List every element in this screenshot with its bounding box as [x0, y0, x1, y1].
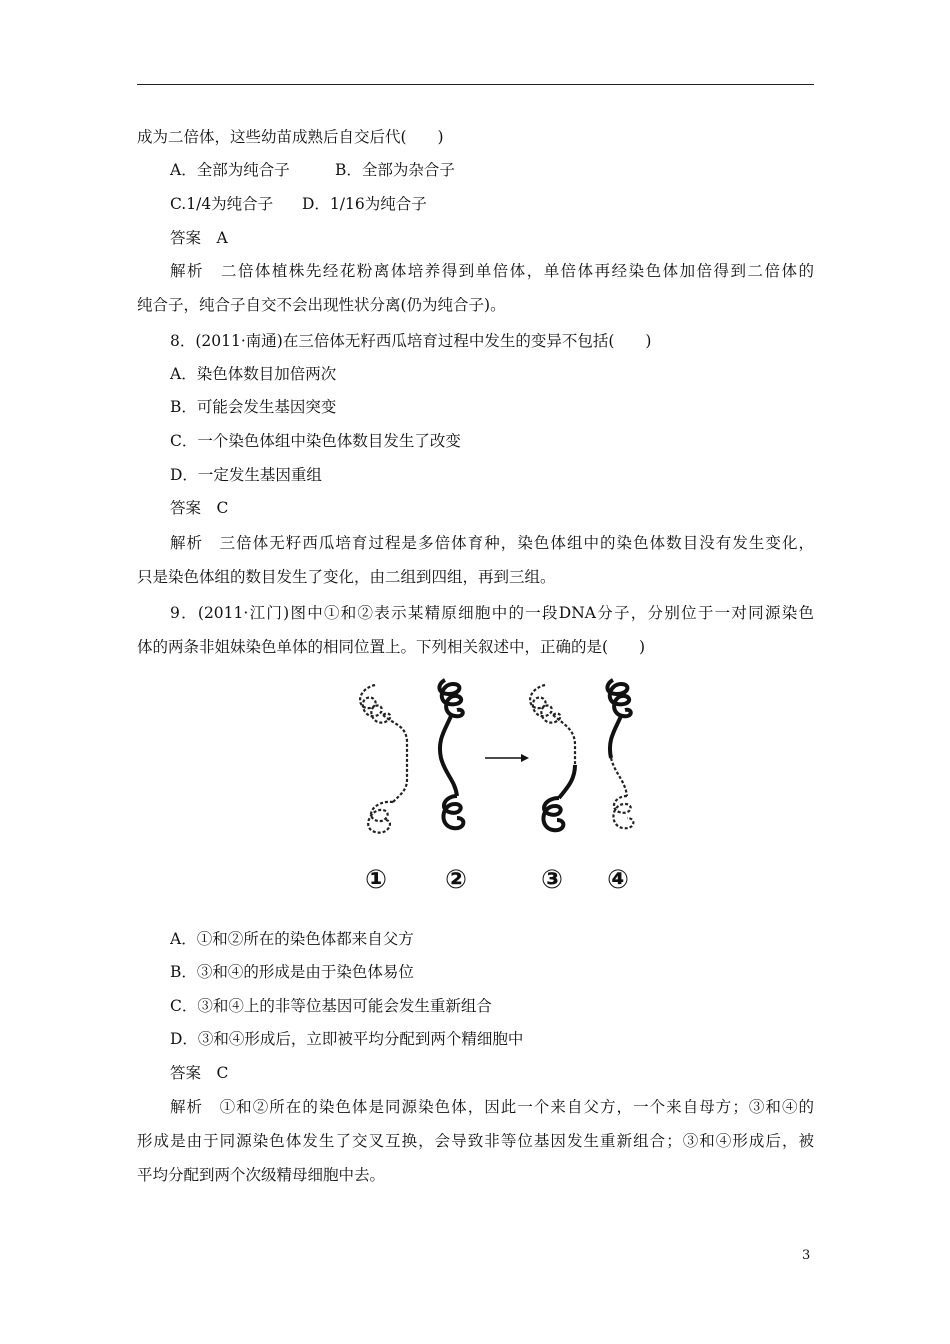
q8-option-c: C．一个染色体组中染色体数目发生了改变	[170, 432, 461, 450]
q9-stem-line2: 体的两条非姐妹染色单体的相同位置上。下列相关叙述中，正确的是( )	[137, 638, 646, 656]
q7-option-b: B．全部为杂合子	[335, 161, 455, 179]
page-number: 3	[802, 1248, 811, 1263]
q9-analysis-line2: 形成是由于同源染色体发生了交叉互换，会导致非等位基因发生重新组合；③和④形成后，被	[137, 1132, 814, 1150]
figure-label-1: ①	[365, 865, 388, 895]
q9-analysis-line3: 平均分配到两个次级精母细胞中去。	[137, 1166, 386, 1184]
q7-stem-tail: 成为二倍体，这些幼苗成熟后自交后代( )	[137, 128, 444, 146]
q7-analysis-line1: 解析 二倍体植株先经花粉离体培养得到单倍体，单倍体再经染色体加倍得到二倍体的	[170, 262, 814, 280]
q9-option-b: B．③和④的形成是由于染色体易位	[170, 963, 414, 981]
q9-option-d: D．③和④形成后，立即被平均分配到两个精细胞中	[170, 1030, 524, 1048]
q7-option-c: C.1/4为纯合子	[170, 195, 274, 213]
figure-label-3: ③	[541, 865, 564, 895]
q8-answer: 答案 C	[170, 499, 229, 517]
strand-2	[439, 680, 463, 828]
q7-answer: 答案 A	[170, 229, 228, 247]
q8-option-d: D．一定发生基因重组	[170, 466, 322, 484]
chromatid-diagram	[345, 670, 675, 900]
q8-stem: 8．(2011·南通)在三倍体无籽西瓜培育过程中发生的变异不包括( )	[170, 332, 652, 350]
q9-option-a: A．①和②所在的染色体都来自父方	[170, 930, 414, 948]
q7-option-a: A．全部为纯合子	[170, 161, 290, 179]
q9-stem-line1: 9．(2011·江门)图中①和②表示某精原细胞中的一段DNA分子，分别位于一对同源染色	[170, 604, 814, 622]
q9-answer: 答案 C	[170, 1064, 229, 1082]
strand-4	[607, 680, 633, 828]
q8-analysis-line2: 只是染色体组的数目发生了变化，由二组到四组，再到三组。	[137, 568, 556, 586]
q7-analysis-line2: 纯合子，纯合子自交不会出现性状分离(仍为纯合子)。	[137, 296, 506, 314]
arrow	[485, 754, 529, 762]
figure-label-2: ②	[445, 865, 468, 895]
q9-option-c: C．③和④上的非等位基因可能会发生重新组合	[170, 997, 492, 1015]
header-rule	[137, 84, 814, 85]
q9-analysis-line1: 解析 ①和②所在的染色体是同源染色体，因此一个来自父方，一个来自母方；③和④的	[170, 1098, 814, 1116]
q8-option-b: B．可能会发生基因突变	[170, 398, 337, 416]
strand-1	[360, 685, 407, 833]
q8-analysis-line1: 解析 三倍体无籽西瓜培育过程是多倍体育种，染色体组中的染色体数目没有发生变化，	[170, 534, 814, 552]
strand-3	[530, 685, 575, 830]
crossing-over-figure	[345, 670, 675, 900]
q8-option-a: A．染色体数目加倍两次	[170, 365, 337, 383]
q7-option-d: D．1/16为纯合子	[302, 195, 427, 213]
figure-label-4: ④	[607, 865, 630, 895]
